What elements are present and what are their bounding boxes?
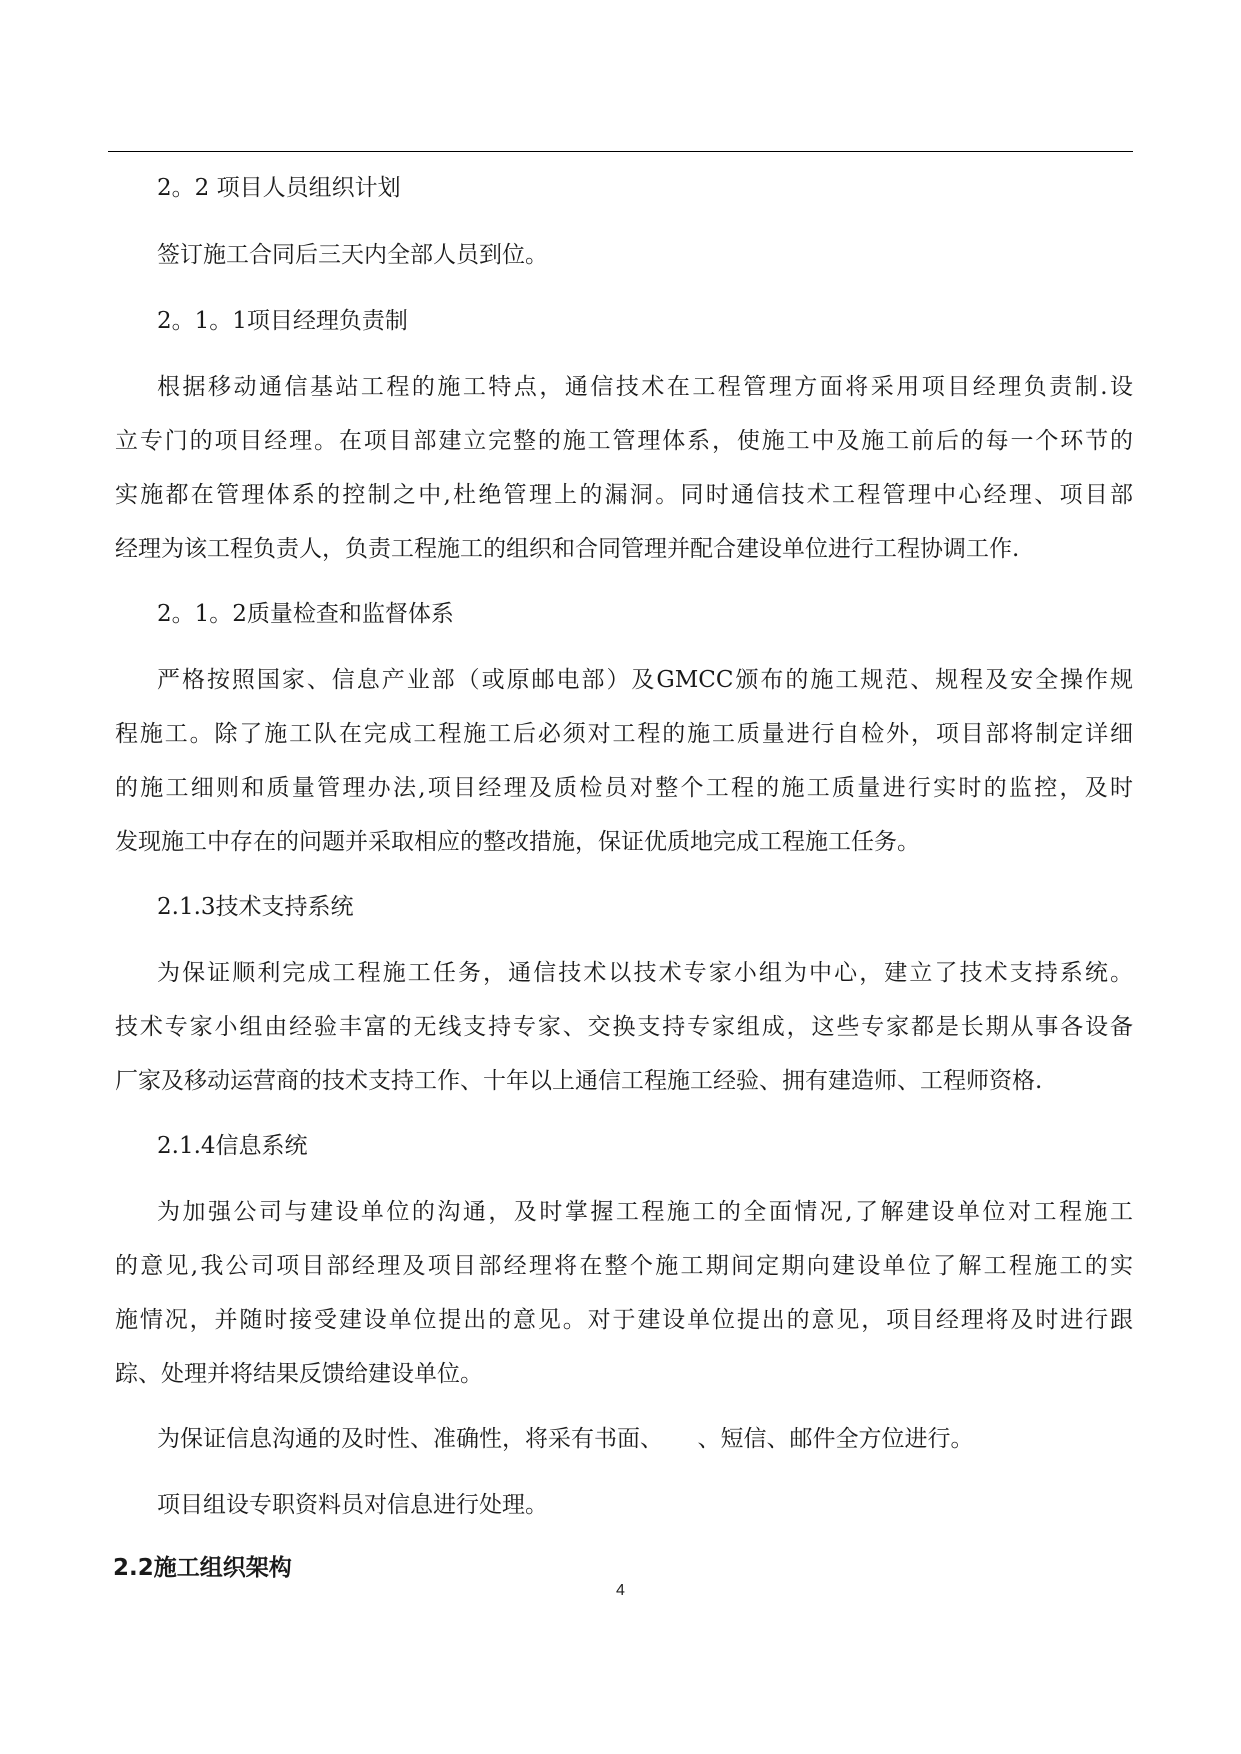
paragraph-communication: 为保证信息沟通的及时性、准确性，将采有书面、 、短信、邮件全方位进行。 — [157, 1426, 974, 1452]
paragraph-archivist: 项目组设专职资料员对信息进行处理。 — [157, 1492, 548, 1518]
page-number: 4 — [616, 1582, 625, 1599]
section-heading-2-2-org: 2.2施工组织架构 — [113, 1555, 292, 1581]
paragraph-line: 厂家及移动运营商的技术支持工作、十年以上通信工程施工经验、拥有建造师、工程师资格. — [115, 1068, 1043, 1094]
subsection-heading-2-1-3: 2.1.3技术支持系统 — [157, 894, 354, 920]
subsection-heading-2-1-1: 2。1。1项目经理负责制 — [157, 308, 408, 334]
paragraph-line: 立专门的项目经理。在项目部建立完整的施工管理体系，使施工中及施工前后的每一个环节的 — [115, 428, 1133, 454]
paragraph-line: 实施都在管理体系的控制之中,杜绝管理上的漏洞。同时通信技术工程管理中心经理、项目部 — [115, 482, 1133, 508]
paragraph-line: 根据移动通信基站工程的施工特点，通信技术在工程管理方面将采用项目经理负责制.设 — [157, 374, 1133, 400]
paragraph-line: 施情况，并随时接受建设单位提出的意见。对于建设单位提出的意见，项目经理将及时进行跟 — [115, 1307, 1133, 1333]
paragraph-line: 发现施工中存在的问题并采取相应的整改措施，保证优质地完成工程施工任务。 — [115, 829, 920, 855]
header-rule — [108, 151, 1133, 152]
paragraph-line: 程施工。除了施工队在完成工程施工后必须对工程的施工质量进行自检外，项目部将制定详细 — [115, 721, 1133, 747]
paragraph-line: 经理为该工程负责人，负责工程施工的组织和合同管理并配合建设单位进行工程协调工作. — [115, 536, 1020, 562]
subsection-heading-2-1-4: 2.1.4信息系统 — [157, 1133, 308, 1159]
section-heading-2-2: 2。2 项目人员组织计划 — [157, 175, 401, 201]
paragraph-line: 为加强公司与建设单位的沟通，及时掌握工程施工的全面情况,了解建设单位对工程施工 — [157, 1199, 1133, 1225]
paragraph-line: 的施工细则和质量管理办法,项目经理及质检员对整个工程的施工质量进行实时的监控，及时 — [115, 775, 1133, 801]
subsection-heading-2-1-2: 2。1。2质量检查和监督体系 — [157, 601, 454, 627]
paragraph-line: 技术专家小组由经验丰富的无线支持专家、交换支持专家组成，这些专家都是长期从事各设备 — [115, 1014, 1133, 1040]
paragraph-line: 的意见,我公司项目部经理及项目部经理将在整个施工期间定期向建设单位了解工程施工的实 — [115, 1253, 1133, 1279]
paragraph-line: 严格按照国家、信息产业部（或原邮电部）及GMCC颁布的施工规范、规程及安全操作规 — [157, 667, 1133, 693]
paragraph-line: 踪、处理并将结果反馈给建设单位。 — [115, 1361, 483, 1387]
paragraph-line: 为保证顺利完成工程施工任务，通信技术以技术专家小组为中心，建立了技术支持系统。 — [157, 960, 1133, 986]
intro-paragraph: 签订施工合同后三天内全部人员到位。 — [157, 242, 548, 268]
